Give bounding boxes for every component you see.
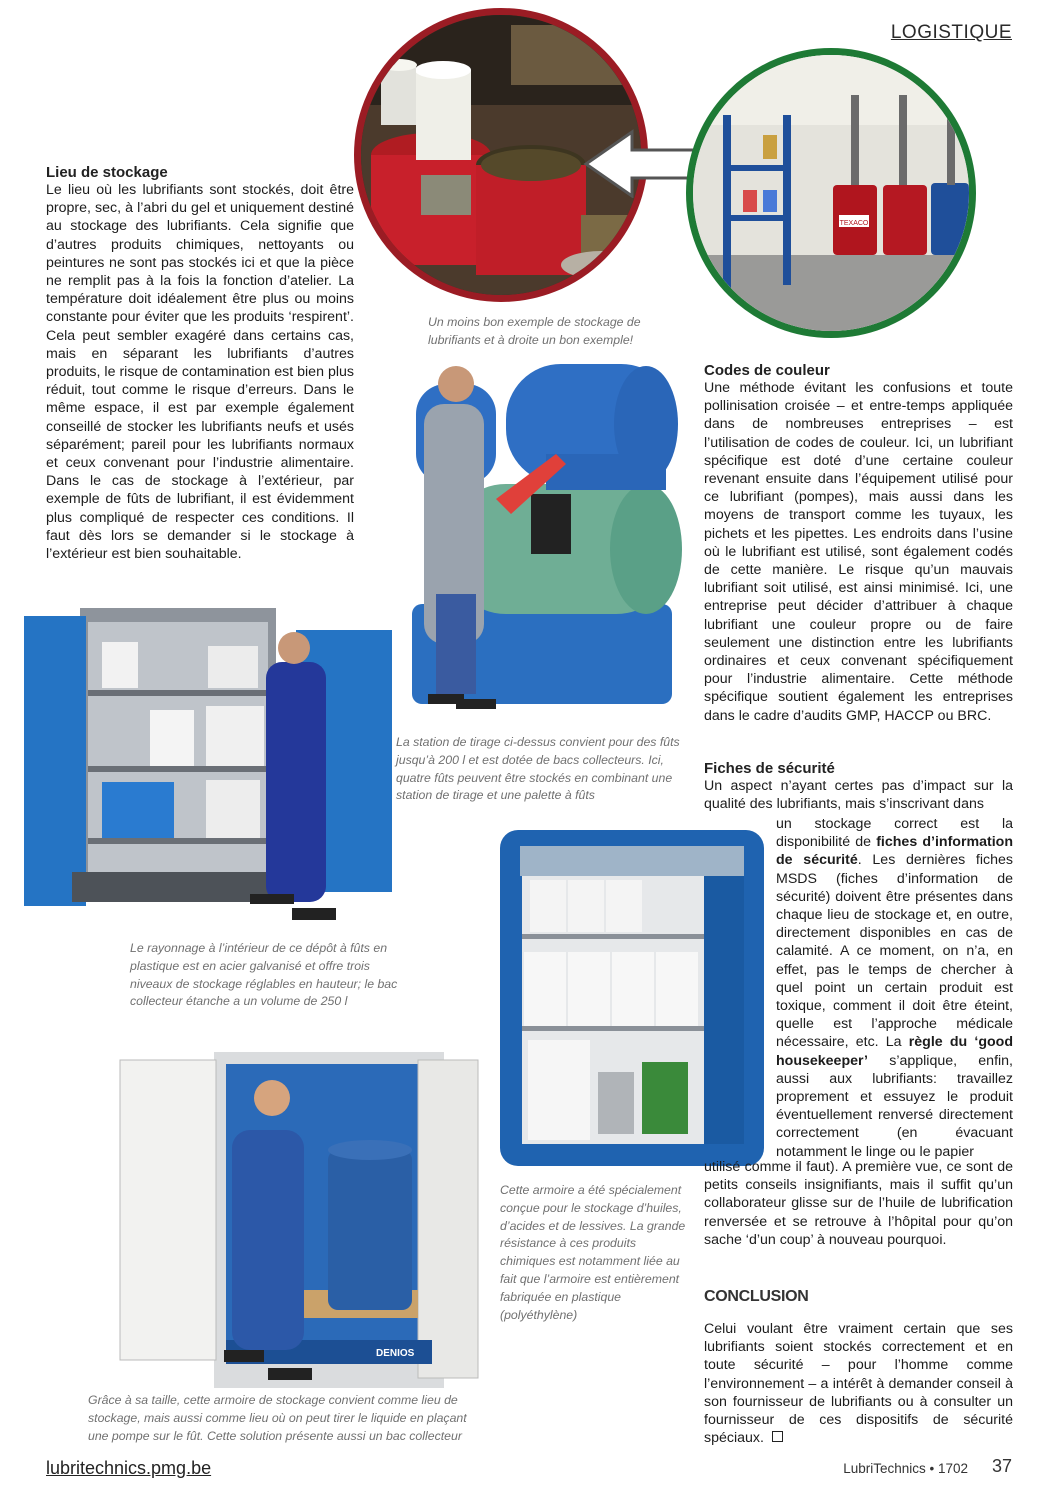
denios-label: DENIOS [376,1348,415,1359]
lieu-section [46,164,354,563]
fiches-bold-1: fiches d’information de sécurité [776,834,1013,869]
depot-caption [130,940,406,1011]
footer-url-link[interactable]: lubritechnics.pmg.be [46,1458,212,1478]
circles-caption-text: Un moins bon exemple de stockage de lubrifiants et à droite un bon exemple! [428,315,641,347]
conclusion-section [704,1288,1013,1447]
station-caption-text: La station de tirage ci-dessus convient pour des fûts jusqu’à 200 l et est dotée de bacs collecteurs. Ici, quatre fûts peuvent être stockés en combinant une station de tirage et une palette à fûts [396,735,680,803]
fiches-wrap-2: . Les dernières fiches MSDS (fiches d’information de sécurité) doivent être présentes dans chaque lieu de stockage et, en outre, directement disponibles en cas de calamité. A ce moment, on n’a, en effet, pas le temps de chercher à quel point un certain produit est toxique, comment il doit être éteint, quelle est l’approche médicale nécessaire, etc. La [776,852,1013,1051]
fiches-heading-block [704,760,1013,813]
storage-cabinet-photo [118,1050,486,1390]
footer-magazine: LubriTechnics • 1702 [843,1461,968,1476]
end-mark-icon [772,1431,783,1442]
plastic-cabinet-photo [498,826,766,1172]
fiches-intro: Un aspect n’ayant certes pas d’impact sur la qualité des lubrifiants, mais s’inscrivant dans [704,778,1013,813]
drum-station-illustration [396,354,688,720]
plastic-cabinet-illustration [498,826,766,1172]
good-storage-photo [686,48,976,338]
drum-station-photo [396,354,688,720]
storage-cabinet-caption [88,1392,482,1445]
fiches-outro: utilisé comme il faut). A première vue, ce sont de petits conseils insignifiants, mais il suffit qu’un collaborateur glisse sur de l’huile de lubrification renversée et se retrouve à l’hôpital pour qu’on sache ‘d’un coup’ à nouveau pourquoi. [704,1159,1013,1248]
storage-cabinet-illustration [118,1050,486,1390]
fiches-wrap-3: s’applique, enfin, aussi aux lubrifiants: travaillez proprement et essuyez le produit éventuellement renversé directement correctement (en évacuant notamment le linge ou le papier [776,1052,1013,1160]
section-tag: LOGISTIQUE [890,22,1012,43]
drum-depot-illustration [22,602,394,928]
fiches-outro-block [704,1158,1013,1249]
station-caption [396,734,680,805]
page-number: 37 [991,1456,1012,1476]
drum-depot-photo [22,602,394,928]
fiches-bold-2: règle du ‘good housekeeper’ [776,1034,1013,1069]
lieu-text: Le lieu où les lubrifiants sont stockés, doit être propre, sec, à l’abri du gel et uniquement destiné au stockage des lubrifiants. Cela signifie que d’autres produits chimiques, nettoyants ou peintures ne sont pas stockés ici et que la pièce ne remplit pas à la fois la fonction d’atelier. La température doit idéalement être plus ou moins constante pour éviter que les produits ‘respirent’. Cela peut sembler exagéré dans certains cas, mais en séparant les lubrifiants d’autres produits, le risque de contamination est bien plus réduit, tout comme le risque d’erreurs. Dans le même espace, il est par exemple également conseillé de stocker les lubrifiants neufs et usés séparément; pareil pour les lubrifiants normaux et ceux convenant pour l’industrie alimentaire. Dans le cas de stockage à l’extérieur, par exemple de fûts de lubrifiant, il est évidemment plus compliqué de respecter ces conditions. Il faut dès lors se demander si le stockage à l’extérieur est bien souhaitable. [46,182,354,563]
fiches-wrap-1: un stockage correct est la disponibilité de [776,816,1013,851]
conclusion-heading: CONCLUSION [704,1288,809,1305]
codes-heading: Codes de couleur [704,362,830,379]
fiches-wrapped-block [776,815,1013,1161]
fiches-heading: Fiches de sécurité [704,760,835,777]
texaco-label: TEXACO [839,220,869,227]
codes-text: Une méthode évitant les confusions et toute pollinisation croisée – et entre-temps appliquée dans de nombreuses entreprises – est l’utilisation de codes de couleur. Ici, un lubrifiant spécifique est doté d’une certaine couleur revenant ensuite dans l’équipement utilisé pour ce lubrifiant (pompes), mais aussi dans les moyens de transport comme les tuyaux, les pichets et les pipettes. Les endroits dans l’usine où le lubrifiant est utilisé, sont également codés de cette manière. Le risque qu’un mauvais lubrifiant soit utilisé, est ainsi minimisé. Ici, une entreprise peut décider d’attribuer à chaque lubrifiant une couleur propre ou de faire seulement une distinction entre les lubrifiants ordinaires et ceux convenant spécifiquement pour l’industrie alimentaire. Cette méthode spécifique soutient également les entreprises dans le cadre d’audits GMP, HACCP ou BRC. [704,380,1013,724]
depot-caption-text: Le rayonnage à l’intérieur de ce dépôt à fûts en plastique est en acier galvanisé et offre trois niveaux de stockage réglables en hauteur; le bac collecteur étanche a un volume de 250 l [130,941,398,1009]
good-storage-illustration [693,55,969,331]
lieu-heading: Lieu de stockage [46,164,168,181]
plastic-cabinet-caption [500,1182,688,1324]
conclusion-text: Celui voulant être vraiment certain que ses lubrifiants soient stockés correctement et en toute sécurité – pour l’homme comme l’environnement – a intérêt à demander conseil à son fournisseur de lubrifiants ou à consulter un fournisseur de ces dispositifs de sécurité spéciaux. [704,1321,1013,1447]
storage-cabinet-caption-text: Grâce à sa taille, cette armoire de stockage convient comme lieu de stockage, mais aussi comme lieu où on peut tirer le liquide en plaçant une pompe sur le fût. Cette solution présente aussi un bac collecteur [88,1393,467,1443]
plastic-cabinet-caption-text: Cette armoire a été spécialement conçue pour le stockage d’huiles, d’acides et de lessives. La grande résistance à ces produits chimiques est notamment liée au fait que l’armoire est entièrement fabriquée en plastique (polyéthylène) [500,1183,686,1322]
circles-caption [428,314,660,350]
codes-section [704,362,1013,725]
